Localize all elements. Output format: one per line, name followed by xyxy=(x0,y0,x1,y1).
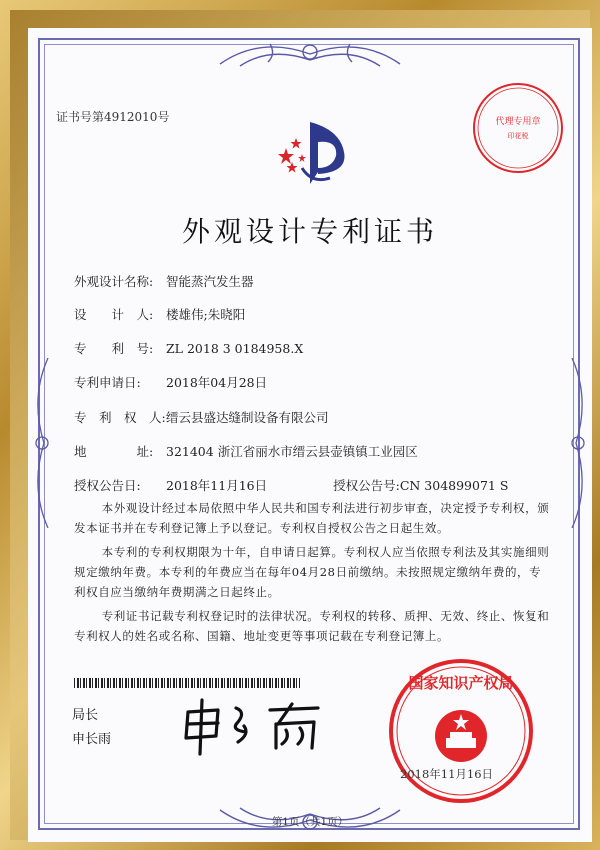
paragraph-1: 本外观设计经过本局依照中华人民共和国专利法进行初步审查，决定授予专利权，颁发本证书并在专利登记簿上予以登记。专利权自授权公告之日起生效。 xyxy=(74,501,550,535)
agency-stamp-icon xyxy=(470,80,566,176)
field-value: 缙云县盛达缝制设备有限公司 xyxy=(166,410,329,425)
director-title: 局长 xyxy=(72,708,99,723)
field-application-date xyxy=(74,373,267,391)
field-address xyxy=(74,442,418,460)
paragraph-2: 本专利的专利权期限为十年，自申请日起算。专利权人应当依照专利法及其实施细则规定缴纳年费。本专利的年费应当在每年04月28日前缴纳。未按照规定缴纳年费的，专利权自应当缴纳年费期满之日起终止。 xyxy=(74,545,550,599)
field-value: 楼雄伟;朱晓阳 xyxy=(166,307,246,322)
field-label: 设 计 人: xyxy=(74,307,154,322)
svg-text:国家知识产权局: 国家知识产权局 xyxy=(408,674,514,692)
field-label: 专利申请日: xyxy=(74,375,141,390)
grant-number: CN 304899071 S xyxy=(399,478,509,493)
certificate-number: 证书号第4912010号 xyxy=(56,110,170,124)
grant-number-label: 授权公告号: xyxy=(333,478,400,493)
field-value: 智能蒸汽发生器 xyxy=(166,274,254,289)
field-label: 专 利 权 人: xyxy=(74,410,166,425)
page-footer: 第1页（共1页） xyxy=(271,816,349,828)
field-label: 专 利 号: xyxy=(74,341,154,356)
field-value: 2018年04月28日 xyxy=(166,375,268,390)
field-label: 地 址: xyxy=(74,444,154,459)
grant-date: 2018年11月16日 xyxy=(166,478,268,493)
certificate-title: 外观设计专利证书 xyxy=(181,215,438,248)
field-value: ZL 2018 3 0184958.X xyxy=(166,341,304,356)
field-label: 授权公告日: xyxy=(74,478,141,493)
field-design-name xyxy=(74,272,254,290)
director-name: 申长雨 xyxy=(72,732,112,747)
svg-text:印花税: 印花税 xyxy=(507,132,529,140)
national-emblem-icon xyxy=(386,656,536,806)
gold-frame-inner xyxy=(10,10,590,840)
seal-date: 2018年11月16日 xyxy=(400,767,494,781)
field-grant-info xyxy=(74,476,508,494)
field-value: 321404 浙江省丽水市缙云县壶镇镇工业园区 xyxy=(166,444,418,459)
certificate-paper xyxy=(28,28,592,842)
field-patent-number xyxy=(74,339,303,357)
paragraph-3: 专利证书记载专利权登记时的法律状况。专利权的转移、质押、无效、终止、恢复和专利权人的姓名或名称、国籍、地址变更等事项记载在专利登记簿上。 xyxy=(74,609,550,643)
field-designer xyxy=(74,305,245,323)
cnipa-logo-icon xyxy=(272,112,352,192)
barcode xyxy=(74,678,300,688)
field-label: 外观设计名称: xyxy=(74,274,154,289)
left-ornament-icon xyxy=(30,358,54,528)
field-patentee xyxy=(74,408,329,426)
right-ornament-icon xyxy=(566,358,590,528)
director-signature xyxy=(178,696,328,756)
top-ornament-icon xyxy=(210,36,410,72)
svg-text:代理专用章: 代理专用章 xyxy=(495,117,541,127)
